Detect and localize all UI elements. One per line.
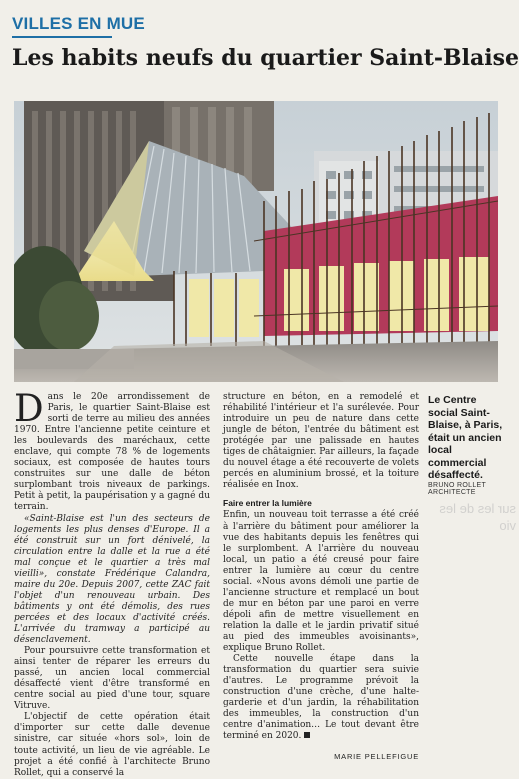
article-column-1 xyxy=(14,387,210,779)
section-rubric: VILLES EN MUE xyxy=(12,14,145,33)
drop-cap: D xyxy=(14,387,44,430)
article-subhead: Faire entrer la lumière xyxy=(223,498,312,509)
show-through-text: sur les de les vio xyxy=(439,501,516,533)
paragraph-1 xyxy=(14,387,210,514)
end-of-article-icon xyxy=(304,732,310,738)
paragraph-7 xyxy=(223,654,419,742)
photo-caption: Le Centre social Saint-Blaise, à Paris, était un ancien local commercial désaffecté. xyxy=(428,394,503,481)
article-column-2 xyxy=(223,392,419,742)
article-headline: Les habits neufs du quartier Saint-Blaise xyxy=(12,45,519,71)
paragraph-4: L'objectif de cette opération était d'importer sur cette dalle devenue sinistre, car située «hors sol», loin de toute activité, un lieu de vie agréable. Le projet a été confié à l'architecte Bruno Rollet, qui a conservé la xyxy=(14,712,210,778)
article-photo xyxy=(14,101,498,382)
paragraph-3: Pour poursuivre cette transformation et ainsi tenter de réparer les erreurs du passé, un ancien local commercial désaffecté vient d'être transformé en centre social au pied d'une tour, square Vitruve. xyxy=(14,646,210,712)
author-byline: MARIE PELLEFIGUE xyxy=(334,752,419,761)
paragraph-1-text: ans le 20e arrondissement de Paris, le quartier Saint-Blaise est sorti de terre au milieu des années 1970. Entre l'ancienne petite ceinture et les boulevards des maréchaux, cette enclave, qui compte 78 % de logements sociaux, est composée de hautes tours construites sur une dalle de béton surplombant trois niveaux de parkings. Petit à petit, la paupérisation y a gagné du terrain. xyxy=(14,392,210,513)
photo-credit: BRUNO ROLLET ARCHITECTE xyxy=(428,482,486,496)
paragraph-7-text: Cette nouvelle étape dans la transformation du quartier sera suivie d'autres. Le programme prévoit la construction d'une crèche, d'une halte-garderie et d'un jardin, la réhabilitation des immeubles, la construction d'un centre d'animation… Le tout devant être terminé en 2020. xyxy=(223,654,419,742)
paragraph-6: Enfin, un nouveau toit terrasse a été créé à l'arrière du bâtiment pour améliorer la vue des habitants depuis les fenêtres qui le surplombent. A l'arrière du nouveau local, un patio a été creusé pour faire entrer la lumière au cœur du centre social. «Nous avons démoli une partie de l'ancienne structure et remplacé un bout de mur en béton par une paroi en verre dépoli afin de mettre visuellement en relation la dalle et le jardin privatif situé au pied des immeubles avoisinants», explique Bruno Rollet. xyxy=(223,510,419,654)
rubric-underline xyxy=(12,36,112,38)
paragraph-5: structure en béton, en a remodelé et réhabilité l'intérieur et l'a surélevée. Pour introduire un peu de nature dans cette jungle de béton, l'entrée du bâtiment est protégée par une palissade en hautes tiges de châtaignier. Par ailleurs, la façade du nouvel étage a été recouverte de volets percés en aluminium brossé, et la toiture réalisée en Inox. xyxy=(223,392,419,491)
building-photo-icon xyxy=(14,101,498,382)
paragraph-2: «Saint-Blaise est l'un des secteurs de logements les plus denses d'Europe. Il a été construit sur un fort dénivelé, la circulation entre la dalle et la rue a été mal conçue et le quartier a très mal vieilli», constate Frédérique Calandra, maire du 20e. Depuis 2007, cette ZAC fait l'objet d'un renouveau urbain. Des bâtiments y ont été démolis, des rues percées et des locaux d'activité créés. L'arrivée du tramway a participé au désenclavement. xyxy=(14,513,210,646)
